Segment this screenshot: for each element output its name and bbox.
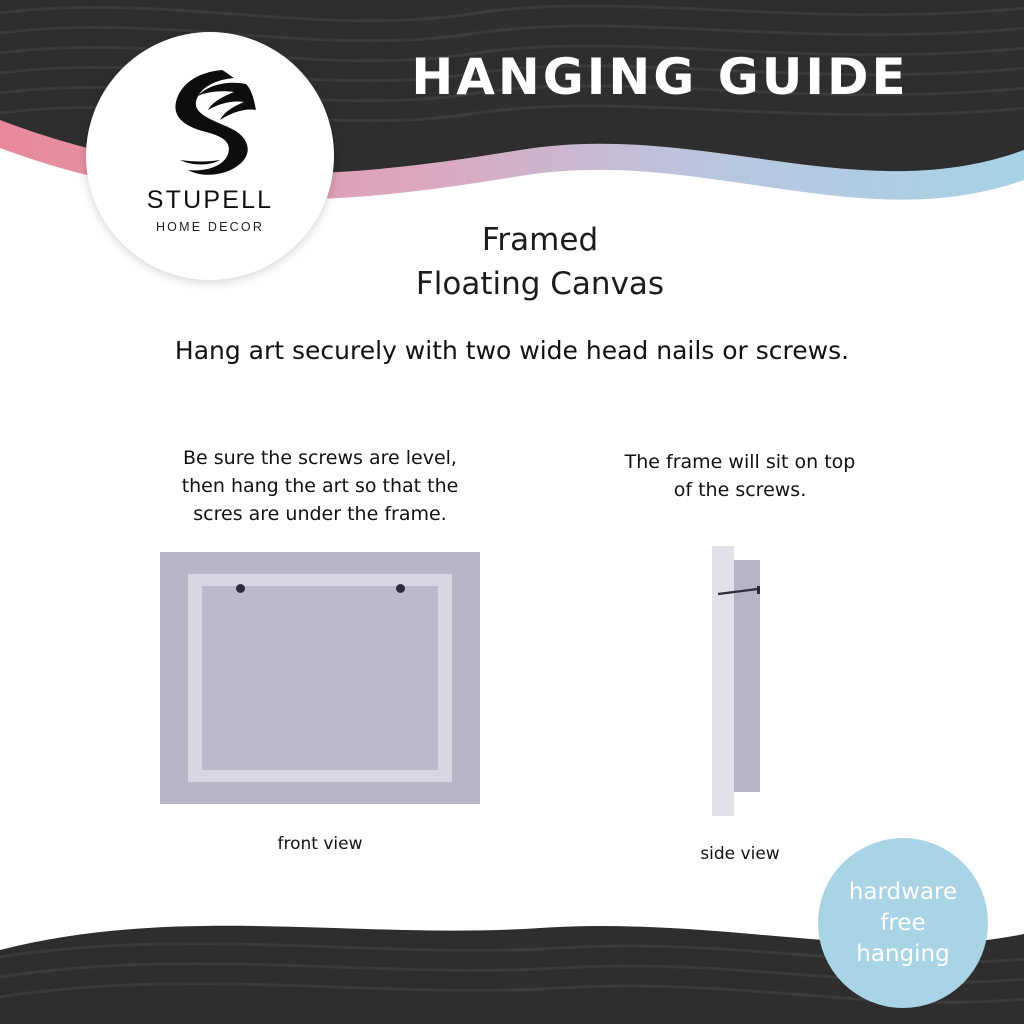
side-view-label: side view xyxy=(700,844,780,864)
product-name-line-2: Floating Canvas xyxy=(415,266,665,302)
side-view-caption-line-2: of the screws. xyxy=(673,479,807,501)
brand-subtitle: HOME DECOR xyxy=(155,220,265,234)
badge-line-2: free xyxy=(880,909,926,936)
front-view-caption-line-2: then hang the art so that the xyxy=(181,475,459,497)
side-view-diagram xyxy=(700,546,820,816)
intro-instruction: Hang art securely with two wide head nails or screws. xyxy=(174,336,850,365)
stupell-swirl-icon xyxy=(150,62,270,182)
page-title: HANGING GUIDE xyxy=(411,48,909,106)
side-view-caption xyxy=(590,448,890,504)
hardware-free-hanging-badge xyxy=(818,838,988,1008)
front-view-caption-line-1: Be sure the screws are level, xyxy=(183,447,457,469)
badge-line-1: hardware xyxy=(848,878,958,905)
product-name xyxy=(330,218,750,306)
brand-logo-badge xyxy=(86,32,334,280)
screw-marker-left xyxy=(236,584,245,593)
brand-wordmark: STUPELL xyxy=(146,186,274,214)
side-view-caption-line-1: The frame will sit on top xyxy=(624,451,856,473)
front-view-caption-line-3: scres are under the frame. xyxy=(193,503,447,525)
front-view-diagram xyxy=(160,552,480,804)
screw-icon xyxy=(718,586,768,596)
front-view-label: front view xyxy=(277,834,363,854)
front-view-caption xyxy=(140,444,500,528)
floating-canvas-surface xyxy=(202,586,438,770)
product-name-line-1: Framed xyxy=(481,222,599,258)
screw-marker-right xyxy=(396,584,405,593)
badge-line-3: hanging xyxy=(856,940,950,967)
